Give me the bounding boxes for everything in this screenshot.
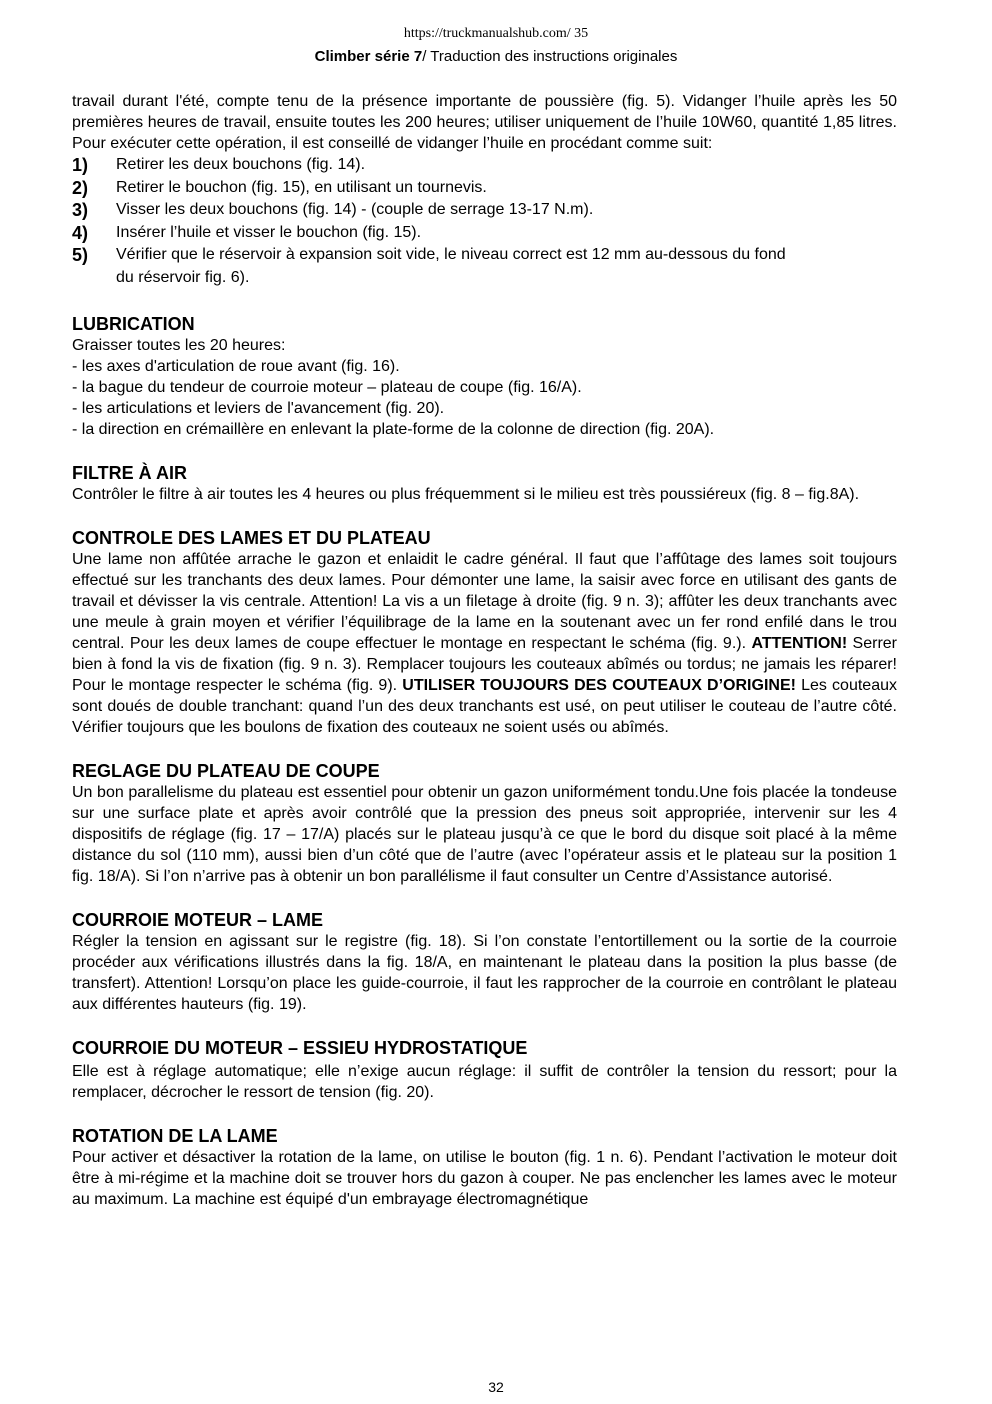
- step-number: 5): [72, 245, 89, 265]
- section-blades: [72, 527, 897, 738]
- step-text-line2: du réservoir fig. 6).: [116, 268, 250, 286]
- page-content: [72, 91, 897, 1210]
- intro-paragraph: travail durant l'été, compte tenu de la présence importante de poussière (fig. 5). Vidanger l’huile après les 50 premières heures de travail, ensuite toutes les 200 heures; utiliser uniquement de l’huile 10W60, quantité 1,85 litres. Pour exécuter cette opération, il est conseillé de vidanger l’huile en procédant comme suit:: [72, 93, 897, 152]
- section-deck-adjust: [72, 760, 897, 887]
- section-belt-blade: [72, 909, 897, 1015]
- section-text: Un bon parallelisme du plateau est essentiel pour obtenir un gazon uniformément tondu.Une fois placée la tondeuse sur une surface plate et après avoir contrôlé que la pression des pneus soit appropriée, intervenir sur les 4 dispositifs de réglage (fig. 17 – 17/A) placés sur le plateau jusqu’à ce que le bord du disque soit placé à la même distance du sol (110 mm), aussi bien d’un côté que de l’autre (avec l’opérateur assis et le plateau sur la position 1 fig. 18/A). Si l’on n’arrive pas à obtenir un bon parallélisme il faut consulter un Centre d’Assistance autorisé.: [72, 783, 897, 885]
- text-run: Une lame non affûtée arrache le gazon et enlaidit le cadre général. Il faut que l’affûtage des lames soit toujours effectué sur les tranchants des deux lames. Pour démonter une lame, la saisir avec force en utilisant des gants de travail et dévisser la vis centrale. Attention! La vis a un filetage à droite (fig. 9 n. 3); affûter les deux tranchants avec une meule à grain moyen et vérifier l’équilibrage de la lame en la soutenant avec un fer rond enfilé dans le trou central. Pour les deux lames de coupe effectuer le montage en respectant le schéma (fig. 9.).: [72, 550, 897, 652]
- section-text: Elle est à réglage automatique; elle n’exige aucun réglage: il suffit de contrôler la tension du ressort; pour la remplacer, décrocher le ressort de tension (fig. 20).: [72, 1062, 897, 1101]
- step-number: 4): [72, 222, 89, 243]
- step-text-line1: Vérifier que le réservoir à expansion soit vide, le niveau correct est 12 mm au-dessous du fond: [116, 246, 786, 263]
- section-title: LUBRICATION: [72, 313, 195, 334]
- step-text: Visser les deux bouchons (fig. 14) - (couple de serrage 13-17 N.m).: [116, 201, 594, 218]
- header-title-rest: / Traduction des instructions originales: [422, 48, 678, 65]
- text-line: - la direction en crémaillère en enlevant la plate-forme de la colonne de direction (fig. 20A).: [72, 420, 715, 438]
- header-url: https://truckmanualshub.com/ 35: [403, 26, 589, 41]
- step-item: [72, 177, 897, 200]
- text-line: - les articulations et leviers de l'avancement (fig. 20).: [72, 399, 445, 417]
- section-title: FILTRE À AIR: [72, 462, 187, 483]
- section-text: Contrôler le filtre à air toutes les 4 heures ou plus fréquemment si le milieu est très poussiéreux (fig. 8 – fig.8A).: [72, 485, 860, 503]
- text-run: Les couteaux sont doués de double tranchant: quand l’un des deux tranchants est usé, on peut utiliser le couteau de l’autre côté. Vérifier toujours que les boulons de fixation des couteaux ne soient usés ou abîmés.: [72, 676, 897, 736]
- step-text: [116, 244, 897, 288]
- step-number: 3): [72, 200, 89, 220]
- page-number: 32: [488, 1379, 504, 1395]
- header-title-bold: Climber série 7: [314, 48, 423, 65]
- step-text: Retirer le bouchon (fig. 15), en utilisant un tournevis.: [116, 178, 487, 196]
- section-title: COURROIE DU MOTEUR – ESSIEU HYDROSTATIQUE: [72, 1037, 528, 1058]
- step-text: Insérer l’huile et visser le bouchon (fig. 15).: [116, 223, 422, 241]
- text-line: - les axes d'articulation de roue avant (fig. 16).: [72, 357, 400, 375]
- step-text: Retirer les deux bouchons (fig. 14).: [116, 156, 366, 173]
- text-line: - la bague du tendeur de courroie moteur – plateau de coupe (fig. 16/A).: [72, 378, 582, 396]
- step-item: [72, 199, 897, 222]
- text-line: Graisser toutes les 20 heures:: [72, 336, 286, 354]
- header-title: [0, 48, 992, 66]
- section-title: REGLAGE DU PLATEAU DE COUPE: [72, 760, 380, 781]
- warning-text: ATTENTION!: [751, 634, 848, 652]
- oil-change-steps: [72, 154, 897, 288]
- text-run: Serrer bien à fond la vis de fixation (fig. 9 n. 3). Remplacer toujours les couteaux abîmés ou tordus; ne jamais les réparer! Pour le montage respecter le schéma (fig. 9).: [72, 634, 897, 694]
- section-title: CONTROLE DES LAMES ET DU PLATEAU: [72, 527, 431, 548]
- step-item: [72, 154, 897, 177]
- section-belt-hydro: [72, 1037, 897, 1103]
- step-number: 2): [72, 177, 89, 198]
- step-item: [72, 222, 897, 245]
- section-title: COURROIE MOTEUR – LAME: [72, 909, 324, 930]
- step-number: 1): [72, 155, 89, 175]
- section-air-filter: [72, 462, 897, 505]
- step-item: [72, 244, 897, 288]
- section-text: Pour activer et désactiver la rotation de la lame, on utilise le bouton (fig. 1 n. 6). Pendant l’activation le moteur doit être à mi-régime et la machine doit se trouver hors du gazon à couper. Ne pas enclencher les lames avec le moteur au maximum. La machine est équipé d'un embrayage électromagnétique: [72, 1148, 897, 1208]
- section-text: [72, 549, 897, 738]
- section-title: ROTATION DE LA LAME: [72, 1125, 278, 1146]
- warning-text: UTILISER TOUJOURS DES COUTEAUX D’ORIGINE!: [402, 676, 796, 694]
- section-blade-rotation: [72, 1125, 897, 1210]
- section-text: Régler la tension en agissant sur le registre (fig. 18). Si l’on constate l’entortillement ou la sortie de la courroie procéder aux vérifications illustrés dans la fig. 18/A, en maintenant le plateau dans la position la plus basse (de transfert). Attention! Lorsqu’on place les guide-courroie, il faut les rapprocher de la courroie en contrôlant le plateau aux différentes hauteurs (fig. 19).: [72, 932, 897, 1013]
- section-lubrication: [72, 313, 897, 440]
